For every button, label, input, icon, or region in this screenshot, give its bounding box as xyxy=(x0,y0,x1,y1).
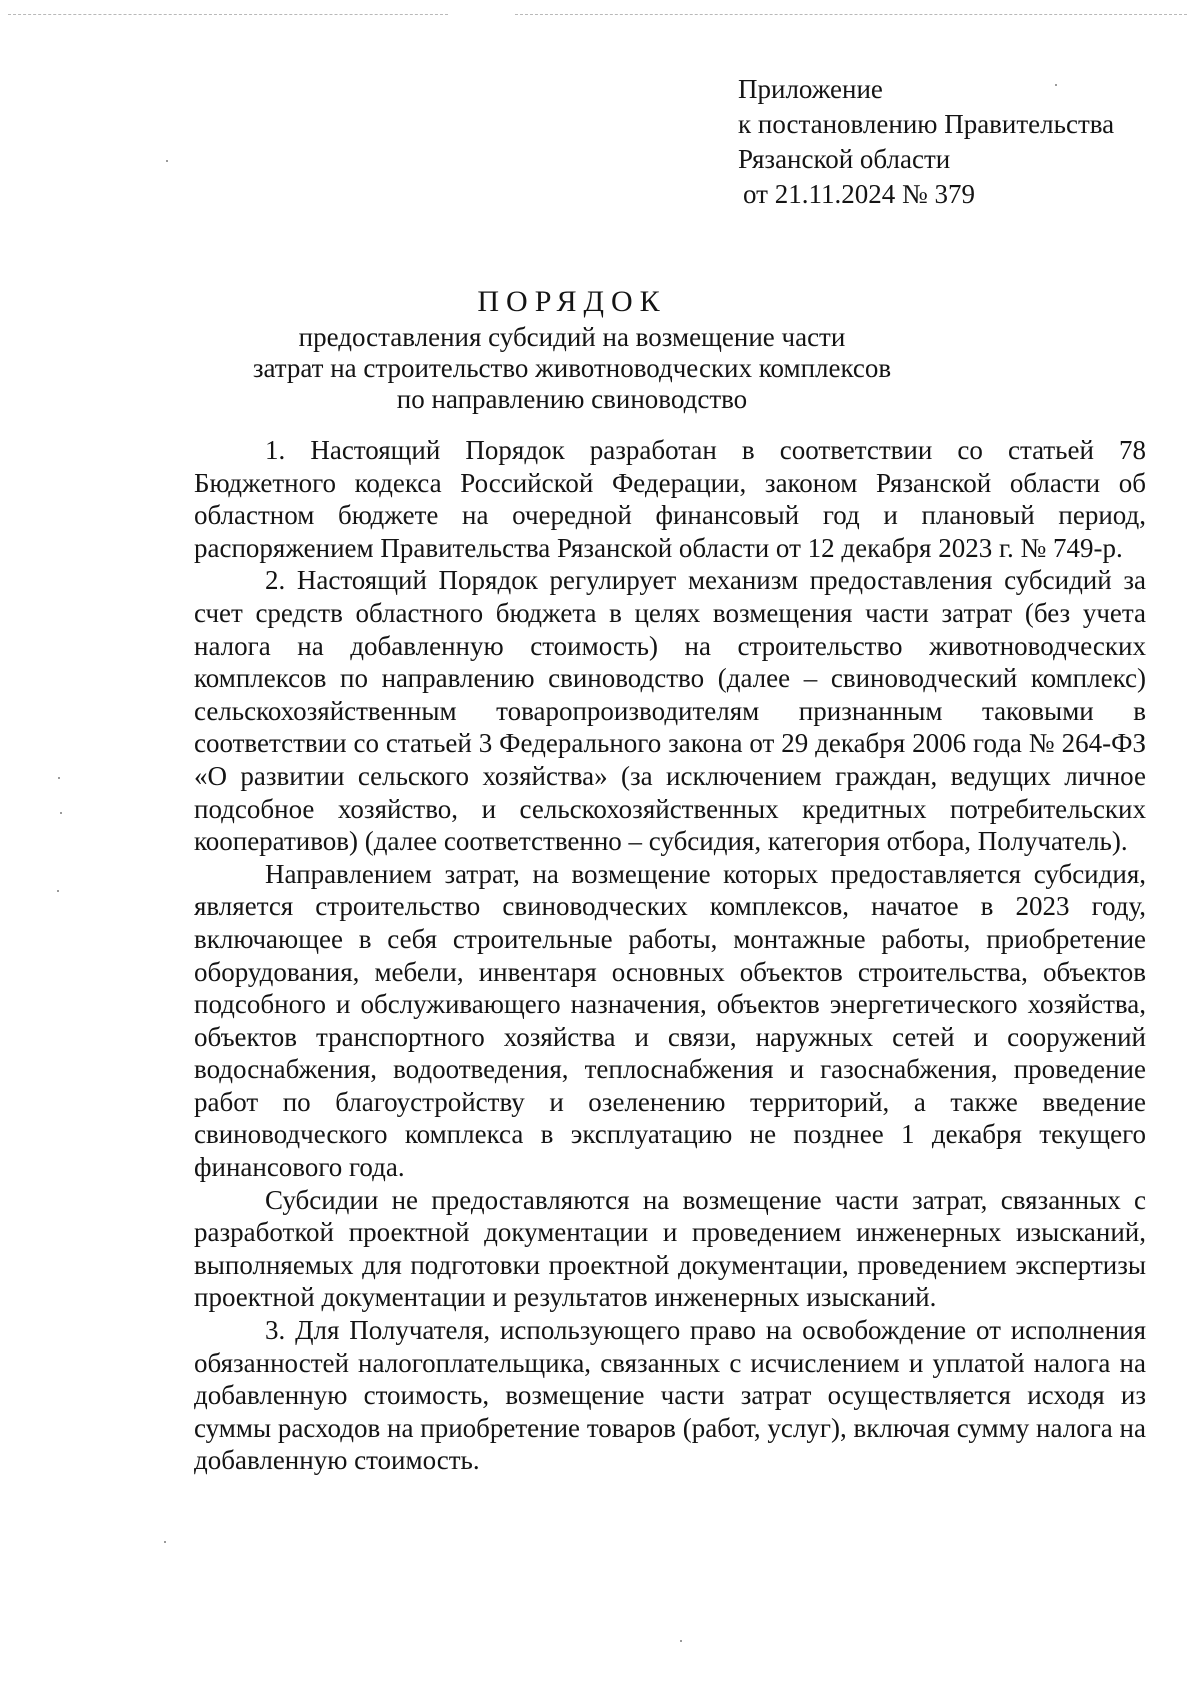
document-subtitle-line-3: по направлению свиноводство xyxy=(396,384,748,414)
scan-speck xyxy=(1055,84,1057,86)
document-title: ПОРЯДОК xyxy=(477,285,667,318)
document-subtitle-line-2: затрат на строительство животноводческих комплексов xyxy=(252,353,892,383)
scan-speck xyxy=(164,1541,166,1543)
appendix-block xyxy=(738,72,1114,212)
appendix-region: Рязанской области xyxy=(738,144,951,174)
document-body xyxy=(194,434,1146,1477)
paragraph-1: 1. Настоящий Порядок разработан в соответствии со статьей 78 Бюджетного кодекса Российской Федерации, законом Рязанской области об областном бюджете на очередной финансовый год и плановый период, распоряжением Правительства Рязанской области от 12 декабря 2023 г. № 749-р. xyxy=(194,435,1146,563)
document-subtitle-line-1: предоставления субсидий на возмещение части xyxy=(298,322,846,352)
scan-edge-mark xyxy=(515,14,1187,15)
appendix-date-number: от 21.11.2024 № 379 xyxy=(743,179,975,209)
paragraph-4: Субсидии не предоставляются на возмещение части затрат, связанных с разработкой проектной документации и проведением инженерных изысканий, выполняемых для подготовки проектной документации, проведением экспертизы проектной документации и результатов инженерных изысканий. xyxy=(194,1184,1146,1313)
appendix-label: Приложение xyxy=(738,74,883,104)
appendix-reference: к постановлению Правительства xyxy=(738,109,1115,139)
scan-edge-mark xyxy=(8,14,448,15)
scan-speck xyxy=(58,777,60,779)
scan-speck xyxy=(166,160,168,162)
paragraph-5: 3. Для Получателя, использующего право на освобождение от исполнения обязанностей налогоплательщика, связанных с исчислением и уплатой налога на добавленную стоимость, возмещение части затрат осуществляется исходя из суммы расходов на приобретение товаров (работ, услуг), включая сумму налога на добавленную стоимость. xyxy=(194,1315,1146,1476)
paragraph-3: Направлением затрат, на возмещение которых предоставляется субсидия, является строительство свиноводческих комплексов, начатое в 2023 году, включающее в себя строительные работы, монтажные работы, приобретение оборудования, мебели, инвентаря основных объектов строительства, объектов подсобного и обслуживающего назначения, объектов энергетического хозяйства, объектов транспортного хозяйства и связи, наружных сетей и сооружений водоснабжения, водоотведения, теплоснабжения и газоснабжения, проведение работ по благоустройству и озеленению территорий, а также введение свиноводческого комплекса в эксплуатацию не позднее 1 декабря текущего финансового года. xyxy=(194,858,1146,1183)
scan-speck xyxy=(57,890,59,892)
paragraph-2: 2. Настоящий Порядок регулирует механизм предоставления субсидий за счет средств областного бюджета в целях возмещения части затрат (без учета налога на добавленную стоимость) на строительство животноводческих комплексов по направлению свиноводство (далее – свиноводческий комплекс) сельскохозяйственным товаропроизводителям признанным таковыми в соответствии со статьей 3 Федерального закона от 29 декабря 2006 года № 264-ФЗ «О развитии сельского хозяйства» (за исключением граждан, ведущих личное подсобное хозяйство, и сельскохозяйственных кредитных потребительских кооперативов) (далее соответственно – субсидия, категория отбора, Получатель). xyxy=(194,565,1146,857)
title-block xyxy=(190,282,954,415)
scan-speck xyxy=(680,1640,682,1642)
scan-speck xyxy=(60,812,62,814)
